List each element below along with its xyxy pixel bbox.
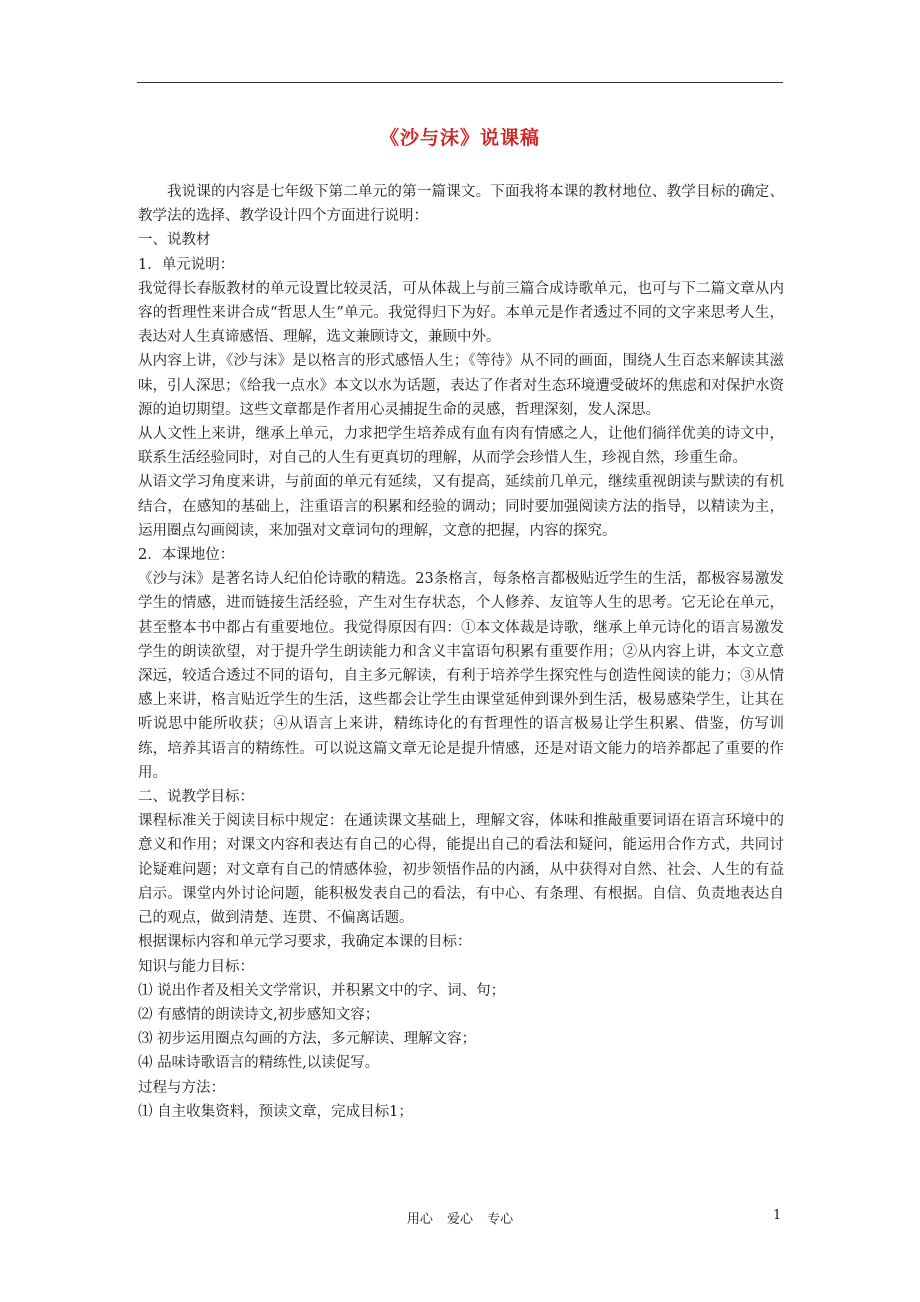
paragraph: 从语文学习角度来讲，与前面的单元有延续，又有提高，延续前几单元，继续重视朗读与默读的有机结合，在感知的基础上，注重语言的积累和经验的调动；同时要加强阅读方法的指导，以精读为主，运用圈点勾画阅读，来加强对文章词句的理解，文意的把握，内容的探究。 — [138, 474, 784, 539]
list-item: ⑵ 有感情的朗读诗文,初步感知文容； — [138, 1006, 380, 1023]
section-heading: 一、说教材 — [138, 232, 211, 249]
subsection-heading: 过程与方法： — [138, 1079, 225, 1096]
list-item: ⑴ 自主收集资料，预读文章，完成目标1； — [138, 1103, 413, 1120]
list-item: ⑷ 品味诗歌语言的精练性,以读促写。 — [138, 1055, 380, 1072]
paragraph: 根据课标内容和单元学习要求，我确定本课的目标： — [138, 934, 472, 951]
paragraph: 我说课的内容是七年级下第二单元的第一篇课文。下面我将本课的教材地位、教学目标的确定、教学法的选择、教学设计四个方面进行说明： — [138, 184, 784, 225]
page-number: 1 — [773, 1208, 782, 1223]
document-title: 《沙与沫》说课稿 — [379, 127, 540, 149]
section-heading: 二、说教学目标： — [138, 789, 254, 806]
footer-motto: 用心 爱心 专心 — [406, 1212, 514, 1227]
paragraph: 从人文性上来讲，继承上单元，力求把学生培养成有血有肉有情感之人，让他们徜徉优美的诗文中，联系生活经验同时，对自己的人生有更真切的理解，从而学会珍惜人生，珍视自然，珍重生命。 — [138, 426, 784, 467]
list-item: ⑴ 说出作者及相关文学常识，并积累文中的字、词、句； — [138, 982, 506, 999]
subsection-heading: 1．单元说明： — [138, 256, 235, 273]
subsection-heading: 2．本课地位： — [138, 547, 235, 564]
paragraph: 从内容上讲，《沙与沫》是以格言的形式感悟人生；《等待》从不同的画面，围绕人生百态来解读其滋味，引人深思；《给我一点水》本文以水为话题，表达了作者对生态环境遭受破坏的焦虑和对保护水资源的迫切期望。这些文章都是作者用心灵捕捉生命的灵感，哲理深刻，发人深思。 — [138, 353, 784, 418]
paragraph: 我觉得长春版教材的单元设置比较灵活，可从体裁上与前三篇合成诗歌单元，也可与下二篇文章从内容的哲理性来讲合成“哲思人生”单元。我觉得归下为好。本单元是作者透过不同的文字来思考人生，表达对人生真谛感悟、理解，选文兼顾诗文，兼顾中外。 — [138, 280, 784, 346]
paragraph: 《沙与沫》是著名诗人纪伯伦诗歌的精选。23条格言，每条格言都极贴近学生的生活，都极容易激发学生的情感，进而链接生活经验，产生对生存状态，个人修养、友谊等人生的思考。它无论在单元，甚至整本书中都占有重要地位。我觉得原因有四：①本文体裁是诗歌，继承上单元诗化的语言易激发学生的朗读欲望，对于提升学生朗读能力和含义丰富语句积累有重要作用；②从内容上讲，本文立意深远，较适合透过不同的语句，自主多元解读，有利于培养学生探究性与创造性阅读的能力；③从情感上来讲，格言贴近学生的生活，这些都会让学生由课堂延伸到课外到生活，极易感染学生，让其在听说思中能所收获；④从语言上来讲，精练诗化的有哲理性的语言极易让学生积累、借鉴，仿写训练，培养其语言的精练性。可以说这篇文章无论是提升情感，还是对语文能力的培养都起了重要的作用。 — [138, 571, 784, 781]
document-body — [138, 180, 784, 1124]
paragraph: 课程标准关于阅读目标中规定：在通读课文基础上，理解文容，体味和推敲重要词语在语言环境中的意义和作用；对课文内容和表达有自己的心得，能提出自己的看法和疑问，能运用合作方式，共同讨论疑难问题；对文章有自己的情感体验，初步领悟作品的内涵，从中获得对自然、社会、人生的有益启示。课堂内外讨论问题，能积极发表自己的看法，有中心、有条理、有根据。自信、负责地表达自己的观点，做到清楚、连贯、不偏离话题。 — [138, 813, 784, 927]
list-item: ⑶ 初步运用圈点勾画的方法，多元解读、理解文容； — [138, 1031, 477, 1048]
header-rule — [137, 82, 783, 83]
subsection-heading: 知识与能力目标： — [138, 958, 254, 975]
